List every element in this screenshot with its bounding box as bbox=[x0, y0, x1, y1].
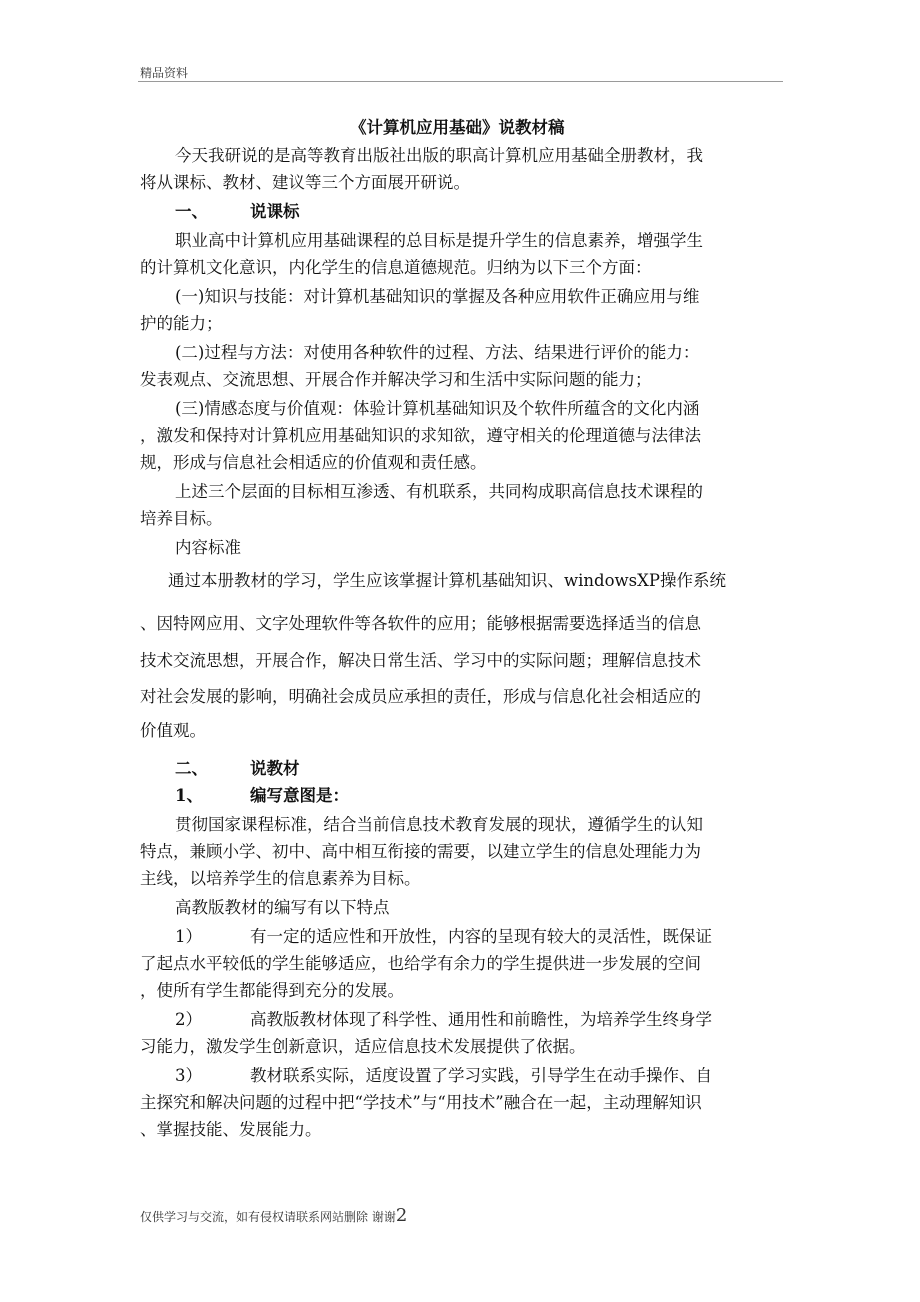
paragraph-line: 习能力，激发学生创新意识，适应信息技术发展提供了依据。 bbox=[140, 1037, 586, 1056]
paragraph-line: 对社会发展的影响，明确社会成员应承担的责任，形成与信息化社会相适应的 bbox=[140, 687, 701, 706]
paragraph-line: 高教版教材体现了科学性、通用性和前瞻性，为培养学生终身学 bbox=[250, 1010, 712, 1029]
paragraph-line: 发表观点、交流思想、开展合作并解决学习和生活中实际问题的能力； bbox=[140, 370, 652, 389]
paragraph-line: 价值观。 bbox=[140, 721, 206, 740]
paragraph-line: 、因特网应用、文字处理软件等各软件的应用；能够根据需要选择适当的信息 bbox=[140, 614, 701, 633]
paragraph-line: ，激发和保持对计算机应用基础知识的求知欲，遵守相关的伦理道德与法律法 bbox=[140, 426, 701, 445]
paragraph-line: 、掌握技能、发展能力。 bbox=[140, 1120, 322, 1139]
document-title: 《计算机应用基础》说教材稿 bbox=[350, 118, 565, 137]
paragraph-line: 通过本册教材的学习，学生应该掌握计算机基础知识、windowsXP操作系统 bbox=[168, 571, 726, 590]
paragraph-line: 将从课标、教材、建议等三个方面展开研说。 bbox=[140, 173, 470, 192]
paragraph-line: 有一定的适应性和开放性，内容的呈现有较大的灵活性，既保证 bbox=[250, 927, 712, 946]
paragraph-line: 规，形成与信息社会相适应的价值观和责任感。 bbox=[140, 453, 487, 472]
paragraph-line: (二)过程与方法：对使用各种软件的过程、方法、结果进行评价的能力： bbox=[175, 343, 700, 362]
page-header-label: 精品资料 bbox=[140, 66, 189, 80]
paragraph-line: 职业高中计算机应用基础课程的总目标是提升学生的信息素养，增强学生 bbox=[175, 231, 703, 250]
section-number: 二、 bbox=[175, 759, 208, 778]
paragraph-line: 上述三个层面的目标相互渗透、有机联系，共同构成职高信息技术课程的 bbox=[175, 482, 703, 501]
list-number: 2） bbox=[175, 1010, 202, 1029]
paragraph-line: 技术交流思想，开展合作，解决日常生活、学习中的实际问题；理解信息技术 bbox=[140, 651, 701, 670]
paragraph-line: 了起点水平较低的学生能够适应，也给学有余力的学生提供进一步发展的空间 bbox=[140, 954, 701, 973]
section-number: 一、 bbox=[175, 202, 208, 221]
item-number: 1、 bbox=[175, 786, 203, 805]
page-number: 2 bbox=[395, 1205, 408, 1226]
subheading: 内容标准 bbox=[175, 538, 241, 557]
paragraph-line: 高教版教材的编写有以下特点 bbox=[175, 898, 390, 917]
paragraph-line: 主探究和解决问题的过程中把“学技术”与“用技术”融合在一起，主动理解知识 bbox=[140, 1093, 702, 1112]
item-heading: 编写意图是： bbox=[250, 786, 349, 805]
list-number: 1） bbox=[175, 927, 202, 946]
paragraph-line: ，使所有学生都能得到充分的发展。 bbox=[140, 981, 404, 1000]
paragraph-line: 教材联系实际，适度设置了学习实践，引导学生在动手操作、自 bbox=[250, 1066, 712, 1085]
paragraph-line: 今天我研说的是高等教育出版社出版的职高计算机应用基础全册教材，我 bbox=[175, 146, 703, 165]
section-heading: 说课标 bbox=[250, 202, 300, 221]
paragraph-line: 贯彻国家课程标准，结合当前信息技术教育发展的现状，遵循学生的认知 bbox=[175, 815, 703, 834]
section-heading: 说教材 bbox=[250, 759, 300, 778]
page-footer bbox=[140, 1205, 407, 1226]
paragraph-line: 培养目标。 bbox=[140, 509, 223, 528]
footer-text: 仅供学习与交流，如有侵权请联系网站删除 谢谢 bbox=[140, 1210, 396, 1224]
header-rule bbox=[138, 81, 783, 82]
paragraph-line: 护的能力； bbox=[140, 314, 223, 333]
paragraph-line: (一)知识与技能：对计算机基础知识的掌握及各种应用软件正确应用与维 bbox=[175, 287, 700, 306]
paragraph-line: (三)情感态度与价值观：体验计算机基础知识及个软件所蕴含的文化内涵 bbox=[175, 399, 700, 418]
list-number: 3） bbox=[175, 1066, 202, 1085]
paragraph-line: 特点，兼顾小学、初中、高中相互衔接的需要，以建立学生的信息处理能力为 bbox=[140, 842, 701, 861]
paragraph-line: 的计算机文化意识，内化学生的信息道德规范。归纳为以下三个方面： bbox=[140, 258, 652, 277]
paragraph-line: 主线，以培养学生的信息素养为目标。 bbox=[140, 869, 421, 888]
